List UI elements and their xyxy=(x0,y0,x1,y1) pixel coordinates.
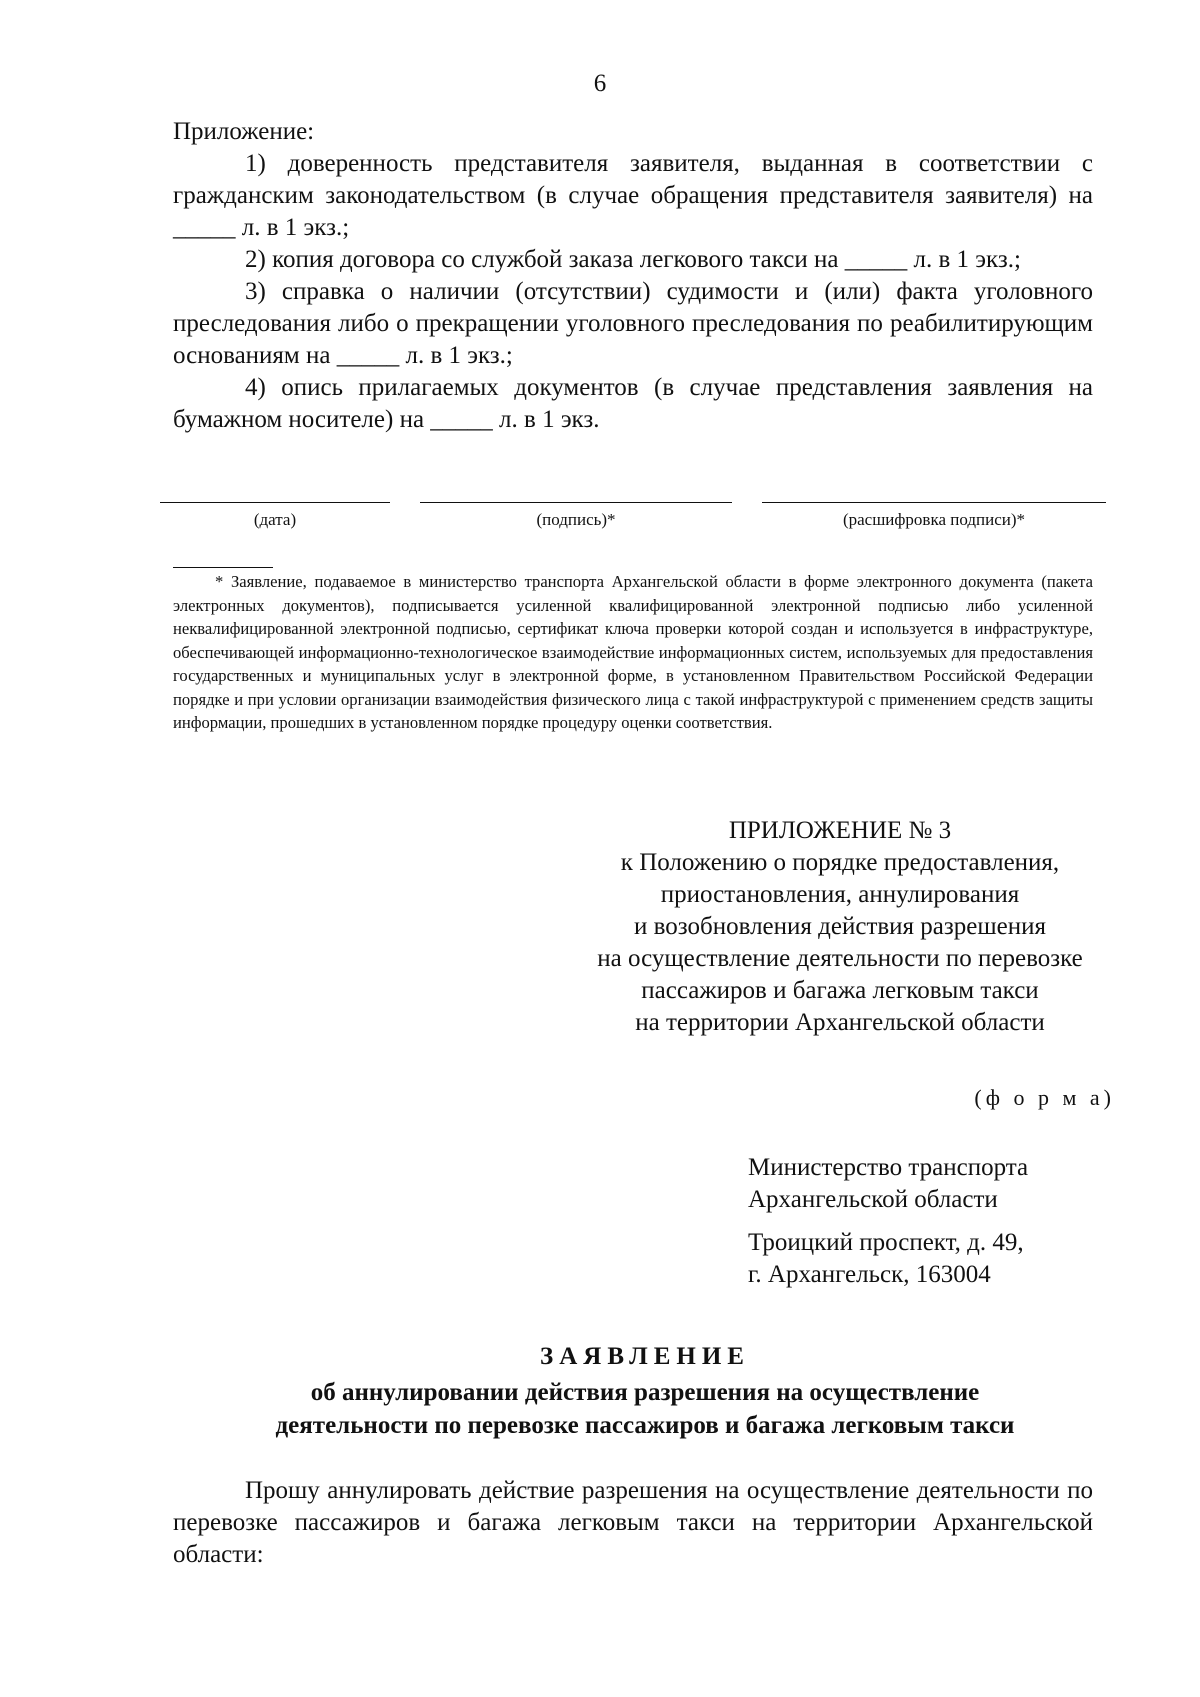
form-label: (ф о р м а) xyxy=(974,1085,1115,1110)
footnote-separator xyxy=(173,567,273,568)
signature-decoding-caption: (расшифровка подписи)* xyxy=(842,510,1026,529)
appendix-line-2: к Положению о порядке предоставления, xyxy=(620,849,1060,876)
appendix-header xyxy=(560,815,1120,1039)
signature-caption: (подпись)* xyxy=(536,510,616,529)
date-caption: (дата) xyxy=(253,510,297,529)
attachments-heading: Приложение: xyxy=(173,118,315,145)
attachment-item-2: 2) копия договора со службой заказа легкового такси на _____ л. в 1 экз.; xyxy=(245,246,1021,273)
page-number: 6 xyxy=(593,70,607,97)
appendix-line-1: ПРИЛОЖЕНИЕ № 3 xyxy=(728,817,952,844)
application-body: Прошу аннулировать действие разрешения на осуществление деятельности по перевозке пассажиров и багажа легковым такси на территории Архангельской области: xyxy=(173,1477,1093,1568)
addressee-line-2: Архангельской области xyxy=(748,1186,998,1213)
appendix-line-3: приостановления, аннулирования xyxy=(660,881,1020,908)
signature-line xyxy=(420,502,732,503)
attachments-block xyxy=(173,116,1093,436)
addressee-name xyxy=(748,1152,1028,1216)
application-subtitle-line-1: об аннулировании действия разрешения на осуществление xyxy=(310,1379,980,1406)
addressee-line-3: Троицкий проспект, д. 49, xyxy=(748,1229,1024,1256)
application-subtitle xyxy=(0,1376,1200,1442)
date-line xyxy=(160,502,390,503)
addressee-line-1: Министерство транспорта xyxy=(748,1154,1029,1181)
addressee-line-4: г. Архангельск, 163004 xyxy=(748,1261,991,1288)
attachment-item-1: 1) доверенность представителя заявителя, выданная в соответствии с гражданским законодательством (в случае обращения представителя заявителя) на _____ л. в 1 экз.; xyxy=(173,150,1093,241)
appendix-line-4: и возобновления действия разрешения xyxy=(634,913,1046,940)
application-title: ЗАЯВЛЕНИЕ xyxy=(540,1343,750,1370)
addressee-address xyxy=(748,1227,1024,1291)
appendix-line-7: на территории Архангельской области xyxy=(635,1009,1045,1036)
signature-decoding-line xyxy=(762,502,1106,503)
attachment-item-4: 4) опись прилагаемых документов (в случае представления заявления на бумажном носителе) на _____ л. в 1 экз. xyxy=(173,374,1093,433)
footnote: * Заявление, подаваемое в министерство транспорта Архангельской области в форме электронного документа (пакета электронных документов), подписывается усиленной квалифицированной электронной подписью либо усиленной неквалифицированной электронной подписью, сертификат ключа проверки которой создан и используется в инфраструктуре, обеспечивающей информационно-технологическое взаимодействие информационных систем, используемых для предоставления государственных и муниципальных услуг в электронной форме, в установленном Правительством Российской Федерации порядке и при условии организации взаимодействия физического лица с такой инфраструктурой с применением средств защиты информации, прошедших в установленном порядке процедуру оценки соответствия. xyxy=(173,572,1093,732)
application-subtitle-line-2: деятельности по перевозке пассажиров и багажа легковым такси xyxy=(275,1412,1015,1439)
attachment-item-3: 3) справка о наличии (отсутствии) судимости и (или) факта уголовного преследования либо о прекращении уголовного преследования по реабилитирующим основаниям на _____ л. в 1 экз.; xyxy=(173,278,1093,369)
appendix-line-6: пассажиров и багажа легковым такси xyxy=(641,977,1039,1004)
appendix-line-5: на осуществление деятельности по перевозке xyxy=(597,945,1083,972)
